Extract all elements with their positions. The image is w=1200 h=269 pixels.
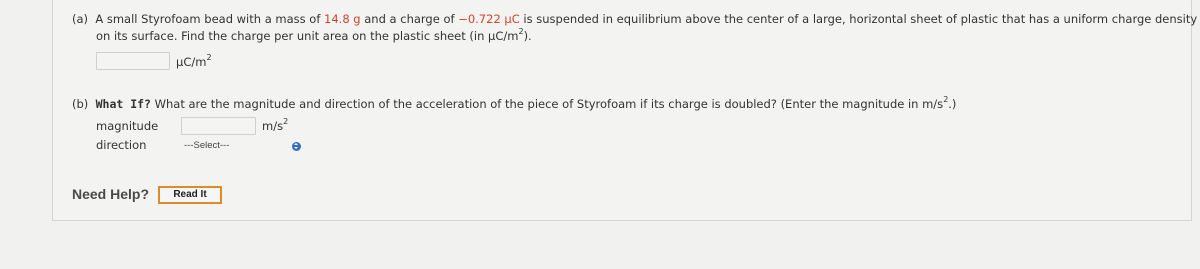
magnitude-input[interactable] <box>181 117 256 135</box>
part-a-line1: (a) A small Styrofoam bead with a mass of 14.8 g and a charge of −0.722 μC is suspended in equilibrium above the center of a large, horizontal sheet of plastic that has a uniform charge density <box>72 12 1198 26</box>
part-a-label: (a) <box>72 12 89 26</box>
charge-density-unit: $\mu C/m^2$ <box>176 53 212 69</box>
need-help-label: Need Help? <box>72 186 150 202</box>
magnitude-label: magnitude <box>96 119 159 133</box>
charge-density-input[interactable] <box>96 52 170 70</box>
charge-value: −0.722 μC <box>458 12 520 26</box>
direction-select-value: ---Select--- <box>184 140 230 151</box>
what-if-label: What If? <box>95 97 151 111</box>
mass-value: 14.8 g <box>324 12 361 26</box>
part-a-line2: on its surface. Find the charge per unit area on the plastic sheet (in $\mu C/m^2$). <box>96 27 532 43</box>
read-it-button[interactable]: Read It <box>158 186 222 204</box>
part-b-label: (b) <box>72 97 89 111</box>
direction-label: direction <box>96 138 147 152</box>
direction-select[interactable] <box>180 137 305 156</box>
part-b-question: (b) What If? What are the magnitude and direction of the acceleration of the piece of Styrofoam if its charge is doubled? (Enter the magnitude in $m/s^2$.) <box>72 95 957 111</box>
select-arrows-icon <box>292 142 301 151</box>
magnitude-unit: $m/s^2$ <box>262 117 289 133</box>
